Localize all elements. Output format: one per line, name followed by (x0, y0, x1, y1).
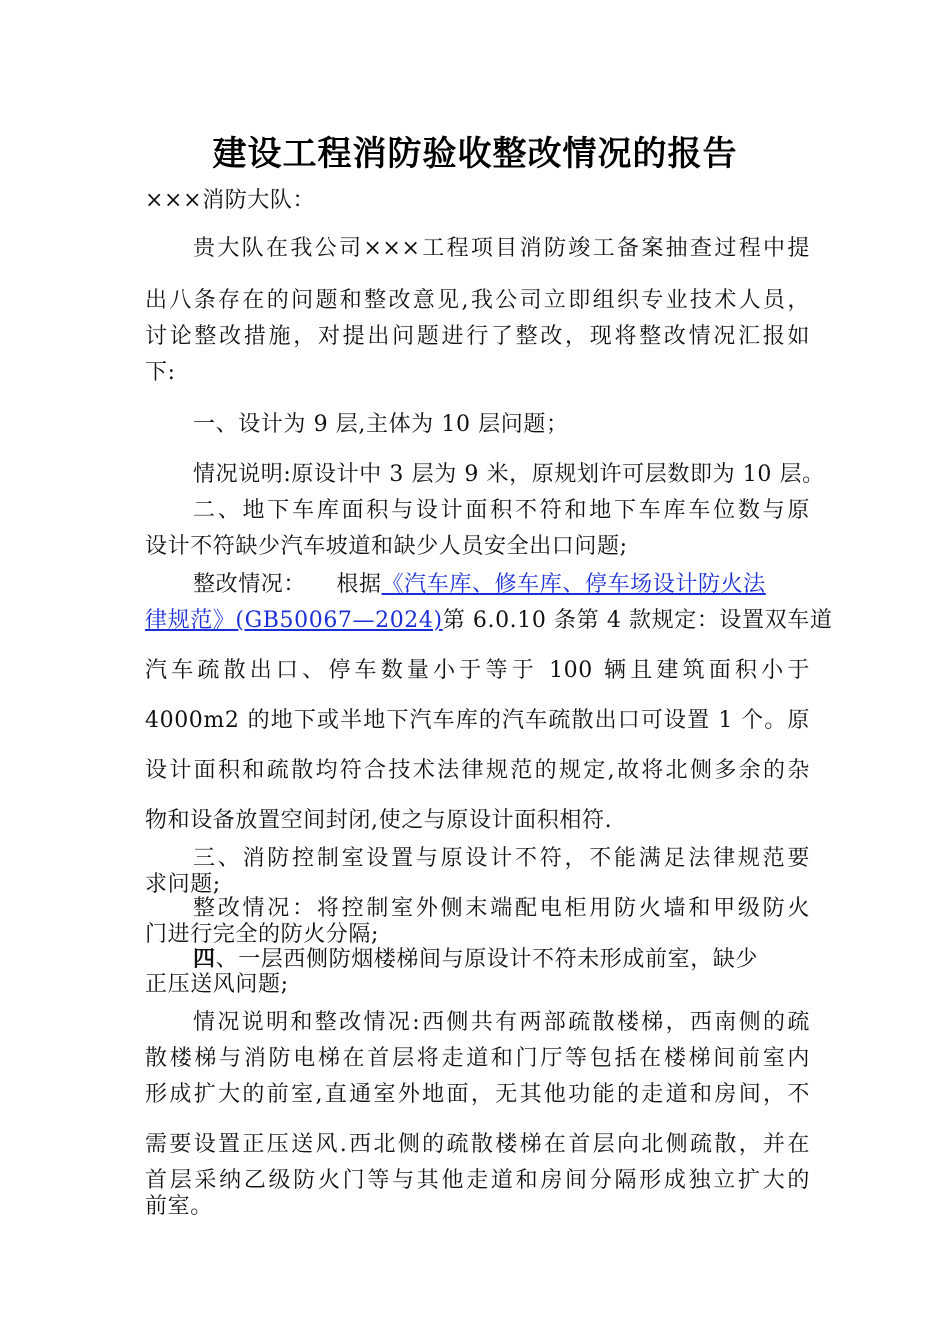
item2-fix-prefix: 整改情况： 根据 (193, 572, 382, 597)
item2-heading: 设计不符缺少汽车坡道和缺少人员安全出口问题; (145, 534, 628, 559)
item4-fix: 需要设置正压送风.西北侧的疏散楼梯在首层向北侧疏散，并在 (145, 1132, 810, 1157)
standard-link[interactable]: 《汽车库、修车库、停车场设计防火法 (381, 572, 766, 597)
item2-fix-line (145, 606, 833, 636)
standard-link[interactable]: 律规范》(GB50067—2024) (145, 608, 443, 633)
item4-heading-number: 四 (193, 946, 216, 972)
item2-fix-line (193, 570, 810, 600)
item4-fix: 形成扩大的前室,直通室外地面，无其他功能的走道和房间，不 (145, 1082, 810, 1107)
item2-fix-line: 设计面积和疏散均符合技术法律规范的规定,故将北侧多余的杂 (145, 758, 810, 783)
item2-fix-line: 物和设备放置空间封闭,使之与原设计面积相符. (145, 808, 613, 833)
intro-line: 出八条存在的问题和整改意见,我公司立即组织专业技术人员， (145, 288, 810, 313)
item2-fix-line: 4000m2 的地下或半地下汽车库的汽车疏散出口可设置 1 个。原 (145, 708, 810, 733)
intro-line: 下: (145, 360, 176, 385)
item4-fix: 前室。 (145, 1194, 213, 1219)
item4-fix: 首层采纳乙级防火门等与其他走道和房间分隔形成独立扩大的 (145, 1168, 810, 1193)
intro-line: 讨论整改措施，对提出问题进行了整改，现将整改情况汇报如 (145, 324, 810, 349)
salutation: ×××消防大队： (145, 188, 316, 213)
page-title: 建设工程消防验收整改情况的报告 (212, 134, 738, 174)
intro-line: 贵大队在我公司×××工程项目消防竣工备案抽查过程中提 (193, 236, 810, 261)
item4-heading: 正压送风问题; (145, 972, 289, 997)
item1-heading: 一、设计为 9 层,主体为 10 层问题； (193, 412, 569, 437)
item2-heading: 二、地下车库面积与设计面积不符和地下车库车位数与原 (193, 498, 810, 523)
item3-heading: 三、消防控制室设置与原设计不符，不能满足法律规范要 (193, 846, 810, 871)
item4-fix: 散楼梯与消防电梯在首层将走道和门厅等包括在楼梯间前室内 (145, 1046, 810, 1071)
item3-fix: 整改情况：将控制室外侧末端配电柜用防火墙和甲级防火 (193, 896, 810, 921)
item2-fix-suffix: 第 6.0.10 条第 4 款规定：设置双车道 (442, 608, 833, 633)
item4-heading-text: 、一层西侧防烟楼梯间与原设计不符未形成前室，缺少 (215, 947, 759, 972)
item4-fix: 情况说明和整改情况:西侧共有两部疏散楼梯，西南侧的疏 (193, 1010, 810, 1035)
item1-note: 情况说明:原设计中 3 层为 9 米，原规划许可层数即为 10 层。 (193, 462, 825, 487)
item2-fix-line: 汽车疏散出口、停车数量小于等于 100 辆且建筑面积小于 (145, 658, 810, 683)
item3-heading: 求问题; (145, 872, 221, 897)
item3-fix: 门进行完全的防火分隔; (145, 922, 380, 947)
